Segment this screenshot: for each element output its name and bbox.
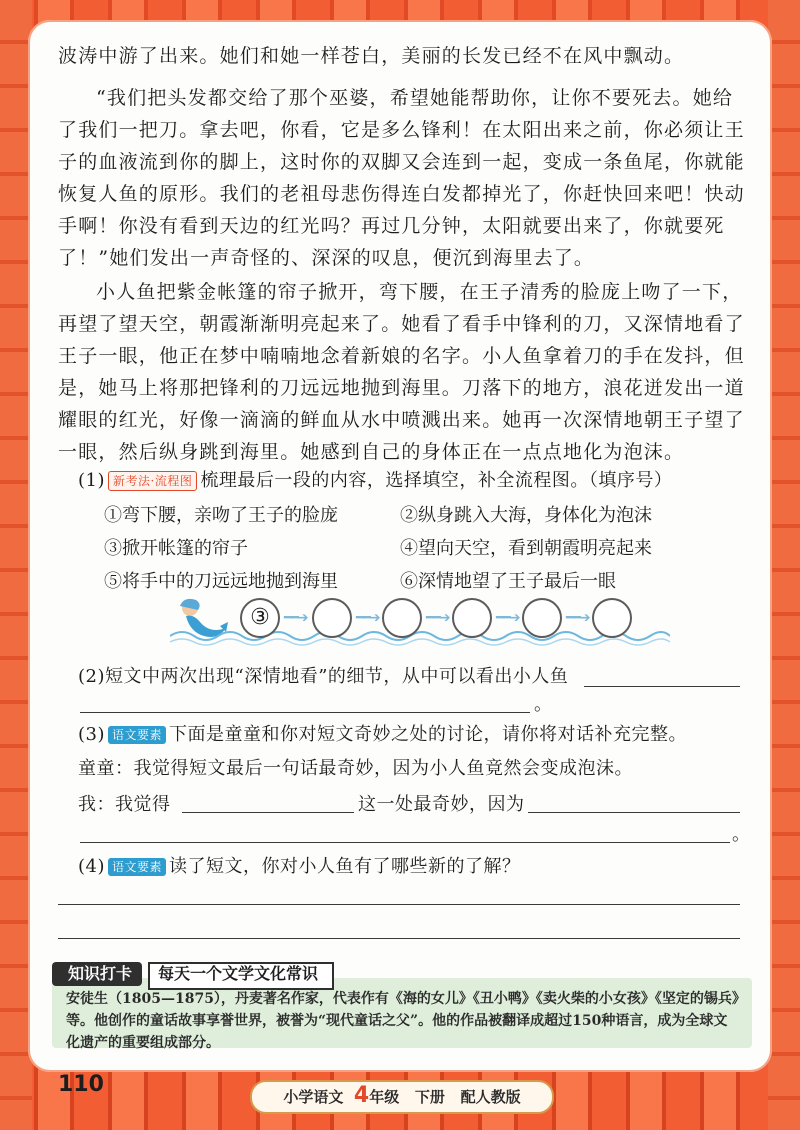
question-1 bbox=[78, 466, 672, 496]
question-1-number: (1) bbox=[78, 470, 105, 491]
flow-arrow-icon: ━━➔ bbox=[496, 610, 519, 626]
page-number: 110 bbox=[58, 1072, 104, 1097]
passage-paragraph-1: 波涛中游了出来。她们和她一样苍白，美丽的长发已经不在风中飘动。 bbox=[58, 45, 685, 67]
flow-step-3[interactable] bbox=[382, 598, 422, 638]
answer-line[interactable] bbox=[58, 904, 740, 905]
flow-arrow-icon: ━━➔ bbox=[566, 610, 589, 626]
flow-step-2[interactable] bbox=[312, 598, 352, 638]
flow-step-5[interactable] bbox=[522, 598, 562, 638]
answer-line[interactable] bbox=[80, 712, 530, 713]
question-3-end: 。 bbox=[732, 824, 751, 845]
right-border bbox=[768, 0, 800, 1130]
question-3 bbox=[78, 720, 687, 750]
footer-grade: 4 bbox=[353, 1083, 370, 1108]
tongtong-line: 童童：我觉得短文最后一句话最奇妙，因为小人鱼竟然会变成泡沫。 bbox=[78, 758, 633, 779]
flow-step-1: ③ bbox=[240, 598, 280, 638]
flow-step-4[interactable] bbox=[452, 598, 492, 638]
footer-subject: 小学语文 bbox=[283, 1088, 344, 1106]
answer-line[interactable] bbox=[58, 938, 740, 939]
question-3-tag: 语文要素 bbox=[108, 726, 166, 744]
passage-paragraph-3: 小人鱼把紫金帐篷的帘子掀开，弯下腰，在王子清秀的脸庞上吻了一下，再望了望天空，朝霞渐渐明亮起来了。她看了看手中锋利的刀，又深情地看了王子一眼，他正在梦中喃喃地念着新娘的名字。小人鱼拿着刀的手在发抖，但是，她马上将那把锋利的刀远远地抛到海里。刀落下的地方，浪花迸发出一道耀眼的红光，好像一滴滴的鲜血从水中喷溅出来。她再一次深情地朝王子望了一眼，然后纵身跳到海里。她感到自己的身体正在一点点地化为泡沫。 bbox=[58, 281, 745, 463]
knowledge-box bbox=[52, 958, 752, 1058]
option-4: ④望向天空，看到朝霞明亮起来 bbox=[400, 538, 652, 559]
footer-banner bbox=[250, 1080, 554, 1114]
question-4-text: 读了短文，你对小人鱼有了哪些新的了解？ bbox=[169, 856, 521, 877]
footer-grade-suffix: 年级 bbox=[369, 1088, 400, 1106]
question-3-number: (3) bbox=[78, 724, 105, 745]
flow-arrow-icon: ━━➔ bbox=[426, 610, 449, 626]
footer-edition: 配人教版 bbox=[460, 1088, 521, 1106]
flow-arrow-icon: ━━➔ bbox=[284, 610, 307, 626]
knowledge-body: 安徒生（1805—1875），丹麦著名作家，代表作有《海的女儿》《丑小鸭》《卖火柴的小女孩》《坚定的锡兵》等。他创作的童话故事享誉世界，被誉为“现代童话之父”。他的作品被翻译成超过150种语言，成为全球文化遗产的重要组成部分。 bbox=[52, 978, 752, 1048]
option-6: ⑥深情地望了王子最后一眼 bbox=[400, 571, 616, 592]
me-middle-text: 这一处最奇妙，因为 bbox=[358, 794, 525, 815]
answer-line[interactable] bbox=[182, 812, 354, 813]
answer-line[interactable] bbox=[584, 686, 740, 687]
flow-step-6[interactable] bbox=[592, 598, 632, 638]
answer-line[interactable] bbox=[528, 812, 740, 813]
option-3: ③掀开帐篷的帘子 bbox=[104, 538, 248, 559]
me-label: 我：我觉得 bbox=[78, 794, 171, 815]
option-5: ⑤将手中的刀远远地抛到海里 bbox=[104, 571, 338, 592]
answer-line[interactable] bbox=[80, 842, 730, 843]
footer-term: 下册 bbox=[414, 1088, 445, 1106]
knowledge-label: 知识打卡 bbox=[52, 962, 142, 986]
question-3-text: 下面是童童和你对短文奇妙之处的讨论，请你将对话补充完整。 bbox=[169, 724, 688, 745]
flow-arrow-icon: ━━➔ bbox=[356, 610, 379, 626]
question-1-tag: 新考法·流程图 bbox=[108, 471, 197, 491]
question-2-end: 。 bbox=[534, 694, 553, 715]
question-4-number: (4) bbox=[78, 856, 105, 877]
question-4-tag: 语文要素 bbox=[108, 858, 166, 876]
passage-paragraph-2: “我们把头发都交给了那个巫婆，希望她能帮助你，让你不要死去。她给了我们一把刀。拿去吧，你看，它是多么锋利！在太阳出来之前，你必须让王子的血液流到你的脚上，这时你的双脚又会连到一起，变成一条鱼尾，你就能恢复人鱼的原形。我们的老祖母悲伤得连白发都掉光了，你赶快回来吧！快动手啊！你没有看到天边的红光吗？再过几分钟，太阳就要出来了，你就要死了！”她们发出一声奇怪的、深深的叹息，便沉到海里去了。 bbox=[58, 87, 745, 269]
option-1: ①弯下腰，亲吻了王子的脸庞 bbox=[104, 505, 338, 526]
option-2: ②纵身跳入大海，身体化为泡沫 bbox=[400, 505, 652, 526]
knowledge-title: 每天一个文学文化常识 bbox=[148, 962, 334, 990]
question-1-text: 梳理最后一段的内容，选择填空，补全流程图。（填序号） bbox=[200, 470, 673, 491]
question-2-text: (2)短文中两次出现“深情地看”的细节，从中可以看出小人鱼 bbox=[78, 666, 569, 687]
question-4 bbox=[78, 852, 521, 882]
